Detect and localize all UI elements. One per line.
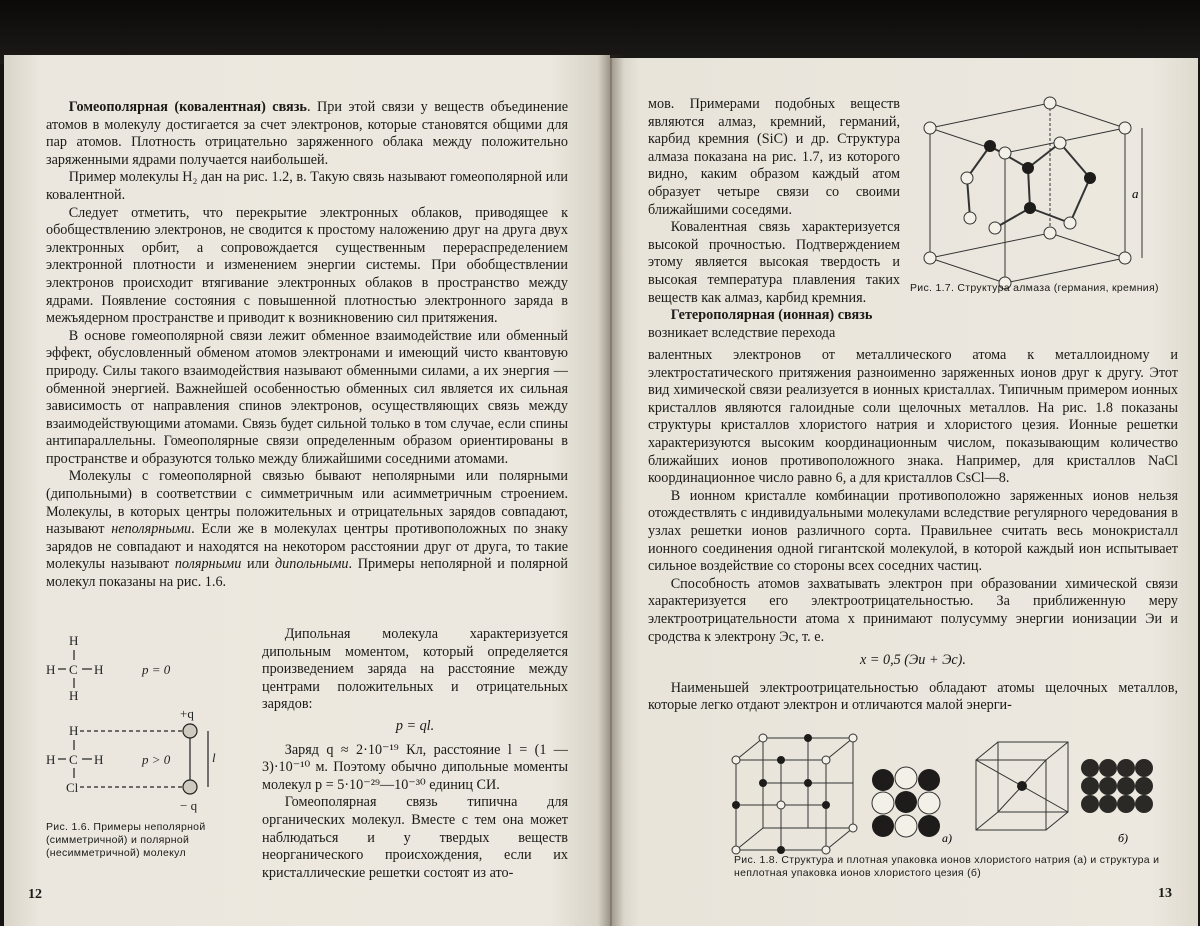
atom-h: H <box>69 723 79 738</box>
right-text-main <box>648 347 1178 715</box>
label-a: а) <box>942 831 952 845</box>
label-plus-q: +q <box>180 706 194 721</box>
cscl-packing <box>1081 759 1153 813</box>
left-page <box>4 55 610 926</box>
label-l: l <box>212 750 216 765</box>
paragraph: Гетерополярная (ионная) связь возникает вследствие перехода <box>648 307 873 341</box>
paragraph: Пример молекулы H₂ дан на рис. 1.2, в. Такую связь называют гомеополярной или ковалентной. <box>46 169 568 203</box>
paragraph: Дипольная молекула характеризуется дипольным моментом, который определяется произведением заряда на расстояние между центрами положительных и отрицательных зарядов: <box>262 626 568 713</box>
right-page <box>610 58 1198 926</box>
atom-h: H <box>94 752 104 767</box>
formula-dipole: p = ql. <box>395 717 435 734</box>
page-number: 13 <box>1158 886 1172 901</box>
paragraph: Заряд q ≈ 2·10⁻¹⁹ Кл, расстояние l = (1 — 3)·10⁻¹⁰ м. Поэтому обычно дипольные моменты молекул p = 5·10⁻²⁹—10⁻³⁰ единиц СИ. <box>262 741 568 793</box>
left-text-side <box>262 626 568 882</box>
nacl-lattice <box>736 738 853 850</box>
atom-h: H <box>46 752 56 767</box>
heading-covalent: Гомеополярная (ковалентная) связь <box>68 99 307 115</box>
atom-cl: Cl <box>66 780 79 795</box>
atom-h: H <box>46 662 56 677</box>
label-b: б) <box>1118 831 1129 845</box>
paragraph: Наименьшей электроотрицательностью обладают атомы щелочных металлов, которые легко отдают электрон и отличаются малой энерги- <box>648 679 1178 714</box>
label-p0: p = 0 <box>142 662 171 677</box>
figure-1-6 <box>44 630 244 830</box>
figure-1-8-caption: Рис. 1.8. Структура и плотная упаковка ионов хлористого натрия (а) и структура и неплотная упаковка ионов хлористого цезия (б) <box>734 854 1160 879</box>
paragraph: Ковалентная связь характеризуется высокой прочностью. Подтверждением этому является высокая твердость и высокая температура плавления таких веществ как алмаз, карбид кремния. <box>648 219 900 306</box>
left-text-top <box>46 99 568 592</box>
right-text-top <box>648 96 900 342</box>
paragraph: Гомеополярная (ковалентная) связь. При этой связи у веществ объединение атомов в молекулу достигается за счет электронов, которые становятся общими для пар атомов. Плотность отрицательно заряженного облака между положительно заряженными ядрами получается наибольшей. <box>46 99 568 168</box>
atom-h: H <box>69 688 79 703</box>
heading-ionic: Гетерополярная (ионная) связь <box>670 307 873 324</box>
paragraph: Молекулы с гомеополярной связью бывают неполярными или полярными (дипольными) в соответствии с симметричным или асимметричным строением. Молекулы, в которых центры положительных и отрицательных зарядов совпадают, называют неполярными. Если же в молекулах центры противоположных по знаку зарядов не совпадают и находятся на некотором расстоянии друг от друга, то такие молекулы называют полярными или дипольными. Примеры неполярной и полярной молекул показаны на рис. 1.6. <box>46 468 568 591</box>
paragraph: В ионном кристалле комбинации противоположно заряженных ионов нельзя отождествлять с индивидуальными молекулами вследствие регулярного чередования в узлах решетки ионов различного сорта. Правильнее считать весь монокристалл ионного соединения одной гигантской молекулой, в которой каждый ион испытывает сильное воздействие со стороны всех соседних частиц. <box>648 487 1178 575</box>
book-gutter <box>598 55 624 926</box>
label-minus-q: − q <box>180 798 198 813</box>
paragraph: В основе гомеополярной связи лежит обменное взаимодействие или обменный эффект, обусловленный обменом атомов электронами и имеющий чисто квантовую природу. Силы такого взаимодействия называют обменными силами, а их энергия — обменной энергией. Важнейшей особенностью обменных сил является их сильная зависимость от направления спинов электронов, осуществляющих связь между взаимодействующими атомами. Связь будет сильной только в том случае, если спины антипараллельны. Гомеополярные связи определенным образом ориентированы в пространстве и образуются только между ближайшими соседними атомами. <box>46 327 568 467</box>
nacl-packing <box>872 767 940 837</box>
atom-c: C <box>69 662 78 677</box>
paragraph: мов. Примерами подобных веществ являются алмаз, кремний, германий, карбид кремния (SiC) и др. Структура алмаза показана на рис. 1.7, из которого видно, каким образом каждый атом образует четыре связи со своими ближайшими соседями. <box>648 96 900 218</box>
atom-h: H <box>94 662 104 677</box>
label-a: a <box>1132 186 1139 201</box>
atom-h: H <box>69 633 79 648</box>
paragraph: Гомеополярная связь типична для органических молекул. Вместе с тем она может наблюдаться и у твердых веществ неорганического происхождения, если их кристаллические решетки состоят из ато- <box>262 794 568 881</box>
paragraph: валентных электронов от металлического атома к металлоидному и электростатического притяжения разноименно заряженных ионов друг к другу. Этот вид химической связи реализуется в ионных кристаллах. Типичным примером ионных кристаллов являются галоидные соли щелочных металлов. На рис. 1.8 показаны структуры кристаллов хлористого натрия и хлористого цезия. Ионные решетки характеризуются высоким координационным числом, показывающим количество ближайших ионов противоположного знака. Например, для кристаллов NaCl координационное число равно 6, а для кристаллов CsCl—8. <box>648 347 1178 487</box>
figure-1-6-caption: Рис. 1.6. Примеры неполярной (симметричной) и полярной (несимметричной) молекул <box>46 821 206 859</box>
label-p1: p > 0 <box>142 752 171 767</box>
page-number: 12 <box>28 887 42 902</box>
figure-1-7-caption: Рис. 1.7. Структура алмаза (германия, кремния) <box>910 282 1159 294</box>
paragraph: Способность атомов захватывать электрон при образовании химической связи характеризуется его электроотрицательностью. За приближенную меру электроотрицательности атома x принимают полусумму энергии ионизации Эи и сродства к электрону Эс, т. е. <box>648 575 1178 645</box>
paragraph: Следует отметить, что перекрытие электронных облаков, приводящее к обобществлению электронов, не сводится к простому наложению друг на друга двух электронных орбит, а сопровождается существенным перераспределением электронной плотности и изменением энергии системы. При обобществлении электронов происходит втягивание электронных облаков в пространство между ядрами. Появление состояния с повышенной плотностью электронного заряда в межъядерном пространстве и приводит к возникновению сил притяжения. <box>46 204 568 327</box>
figure-1-8 <box>718 730 1178 860</box>
atom-c: C <box>69 752 78 767</box>
figure-1-7 <box>910 88 1150 298</box>
formula-electronegativity: x = 0,5 (Эи + Эс). <box>860 652 966 669</box>
